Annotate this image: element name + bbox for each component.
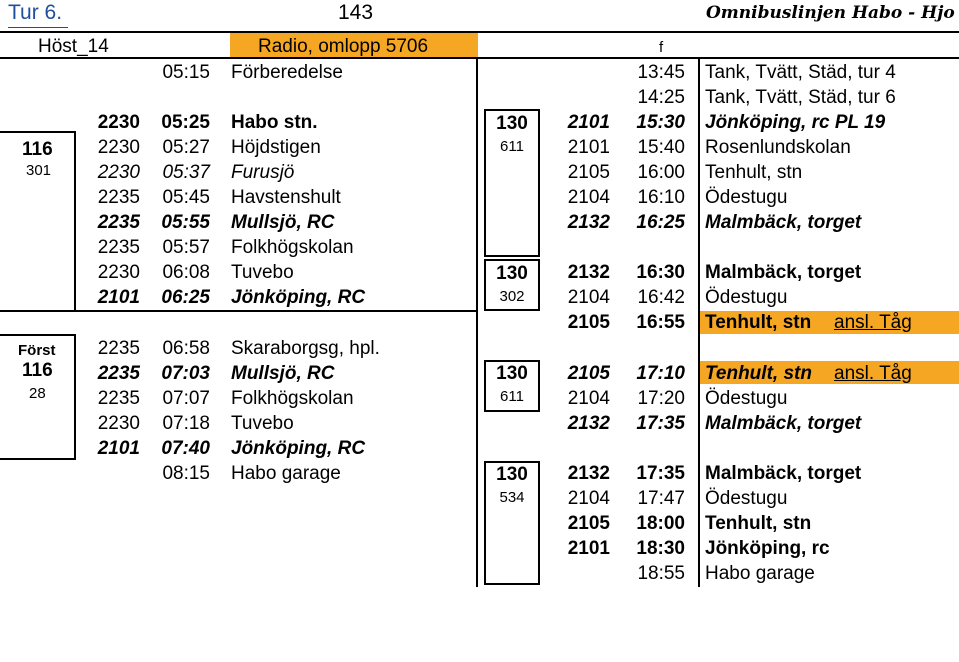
left-row-stop: Havstenshult [231,187,341,208]
left-row-code: 2235 [97,187,140,208]
block2-top-rule [0,334,74,336]
right-row-code: 2101 [567,112,610,133]
company-name: Omnibuslinjen Habo - Hjo [706,3,955,23]
right-row-time: 15:40 [637,137,685,158]
left-row-time: 06:25 [161,287,210,308]
left-row-time: 05:37 [162,162,210,183]
right-row-code: 2105 [567,513,610,534]
left-row-time: 07:07 [162,388,210,409]
left-row-time: 07:03 [161,363,210,384]
left-row-stop: Tuvebo [231,413,294,434]
left-row-code: 2101 [97,287,140,308]
left-row-code: 2230 [97,413,140,434]
radio-label: Radio, omlopp 5706 [258,36,429,57]
left-row-code: 2101 [97,438,140,459]
right-row-time: 17:10 [636,363,685,384]
left-row-code: 2230 [97,262,140,283]
right-row-stop: Ödestugu [705,187,788,208]
right-row-stop: Ödestugu [705,287,788,308]
block2-sub: 28 [29,385,46,402]
right-row-code: 2132 [567,262,610,283]
right-row-code: 2105 [567,162,610,183]
route-box-4-line: 130 [496,464,528,485]
left-row-time: 06:08 [162,262,210,283]
route-box-2-line: 130 [496,263,528,284]
route-box-2-sub: 302 [499,288,525,305]
left-row-stop: Habo garage [231,463,341,484]
right-row-time: 17:35 [636,463,685,484]
transfer-note: ansl. Tåg [834,363,912,384]
block-divider-rule [0,310,476,312]
left-row-time: 05:45 [162,187,210,208]
right-row-stop: Tenhult, stn [705,312,812,333]
left-row-time: 05:57 [162,237,210,258]
right-row-time: 16:55 [636,312,685,333]
right-row-stop: Malmbäck, torget [705,212,862,233]
right-row-code: 2104 [567,488,610,509]
right-row-code: 2101 [567,538,610,559]
left-row-time: 06:58 [162,338,210,359]
right-row-code: 2104 [567,287,610,308]
block1-sub: 301 [26,162,52,179]
left-row-time: 05:55 [161,212,210,233]
right-row-code: 2101 [567,137,610,158]
left-row-code: 2235 [97,338,140,359]
right-row-stop: Tenhult, stn [705,513,812,534]
left-row-stop: Folkhögskolan [231,388,354,409]
left-row-stop: Tuvebo [231,262,294,283]
right-row-stop: Tenhult, stn [705,162,803,183]
f-label: f [659,39,664,56]
right-row-code: 2104 [567,388,610,409]
left-row-code: 2230 [97,137,140,158]
right-row-time: 13:45 [637,62,685,83]
page-number: 143 [338,1,374,24]
right-row-time: 15:30 [636,112,685,133]
header-top-rule [0,31,959,33]
left-row-code: 2235 [97,237,140,258]
tour-title-underline [8,27,68,28]
left-row-time: 05:25 [161,112,210,133]
right-row-time: 16:25 [636,212,685,233]
left-row-code: 2235 [97,363,140,384]
tour-title: Tur 6. [8,1,63,24]
route-box-4-sub: 534 [499,489,525,506]
right-row-code: 2132 [567,463,610,484]
left-row-stop: Jönköping, RC [231,287,366,308]
right-row-time: 17:20 [637,388,685,409]
right-row-stop: Habo garage [705,563,815,584]
right-row-time: 16:00 [637,162,685,183]
block1-line: 116 [22,139,53,160]
right-row-stop: Malmbäck, torget [705,463,862,484]
block2-label: Först [18,342,56,359]
route-box-3-line: 130 [496,363,528,384]
block2-bottom-rule [0,458,76,460]
right-row-code: 2132 [567,413,610,434]
right-row-time: 18:00 [636,513,685,534]
right-row-code: 2105 [567,312,610,333]
left-row-stop: Jönköping, RC [231,438,366,459]
right-row-time: 17:35 [636,413,685,434]
header-bottom-rule [0,57,959,59]
right-row-time: 17:47 [637,488,685,509]
right-row-time: 14:25 [637,87,685,108]
right-row-stop: Rosenlundskolan [705,137,851,158]
left-row-stop: Mullsjö, RC [231,212,335,233]
left-row-code: 2235 [97,388,140,409]
season-label: Höst_14 [38,36,109,57]
left-row-stop: Mullsjö, RC [231,363,335,384]
right-row-stop: Jönköping, rc PL 19 [705,112,886,133]
left-row-stop: Skaraborgsg, hpl. [231,338,380,359]
middle-divider [476,57,478,587]
right-row-stop: Malmbäck, torget [705,413,862,434]
right-row-time: 16:30 [636,262,685,283]
left-row-time: 05:27 [162,137,210,158]
left-row-stop: Furusjö [231,162,295,183]
right-row-time: 18:30 [636,538,685,559]
route-box-3-sub: 611 [500,388,524,405]
route-box-1-sub: 611 [500,138,524,155]
right-row-code: 2105 [567,363,610,384]
left-row-code: 2230 [97,112,140,133]
left-row-stop: Förberedelse [231,62,343,83]
right-row-code: 2132 [567,212,610,233]
right-row-time: 16:10 [637,187,685,208]
right-row-stop: Malmbäck, torget [705,262,862,283]
left-row-time: 07:18 [162,413,210,434]
left-row-code: 2235 [97,212,140,233]
block2-line: 116 [22,360,53,381]
right-row-stop: Jönköping, rc [705,538,830,559]
left-row-stop: Höjdstigen [231,137,321,158]
left-row-stop: Habo stn. [231,112,318,133]
right-row-time: 16:42 [637,287,685,308]
transfer-note: ansl. Tåg [834,312,912,333]
right-row-stop: Ödestugu [705,388,788,409]
route-box-1-line: 130 [496,113,528,134]
right-row-time: 18:55 [637,563,685,584]
left-row-time: 07:40 [161,438,210,459]
left-row-time: 08:15 [162,463,210,484]
left-row-stop: Folkhögskolan [231,237,354,258]
right-row-stop: Tank, Tvätt, Städ, tur 6 [705,87,896,108]
left-row-code: 2230 [97,162,140,183]
right-row-stop: Tenhult, stn [705,363,812,384]
left-row-time: 05:15 [162,62,210,83]
right-row-code: 2104 [567,187,610,208]
right-row-stop: Tank, Tvätt, Städ, tur 4 [705,62,896,83]
right-row-stop: Ödestugu [705,488,788,509]
